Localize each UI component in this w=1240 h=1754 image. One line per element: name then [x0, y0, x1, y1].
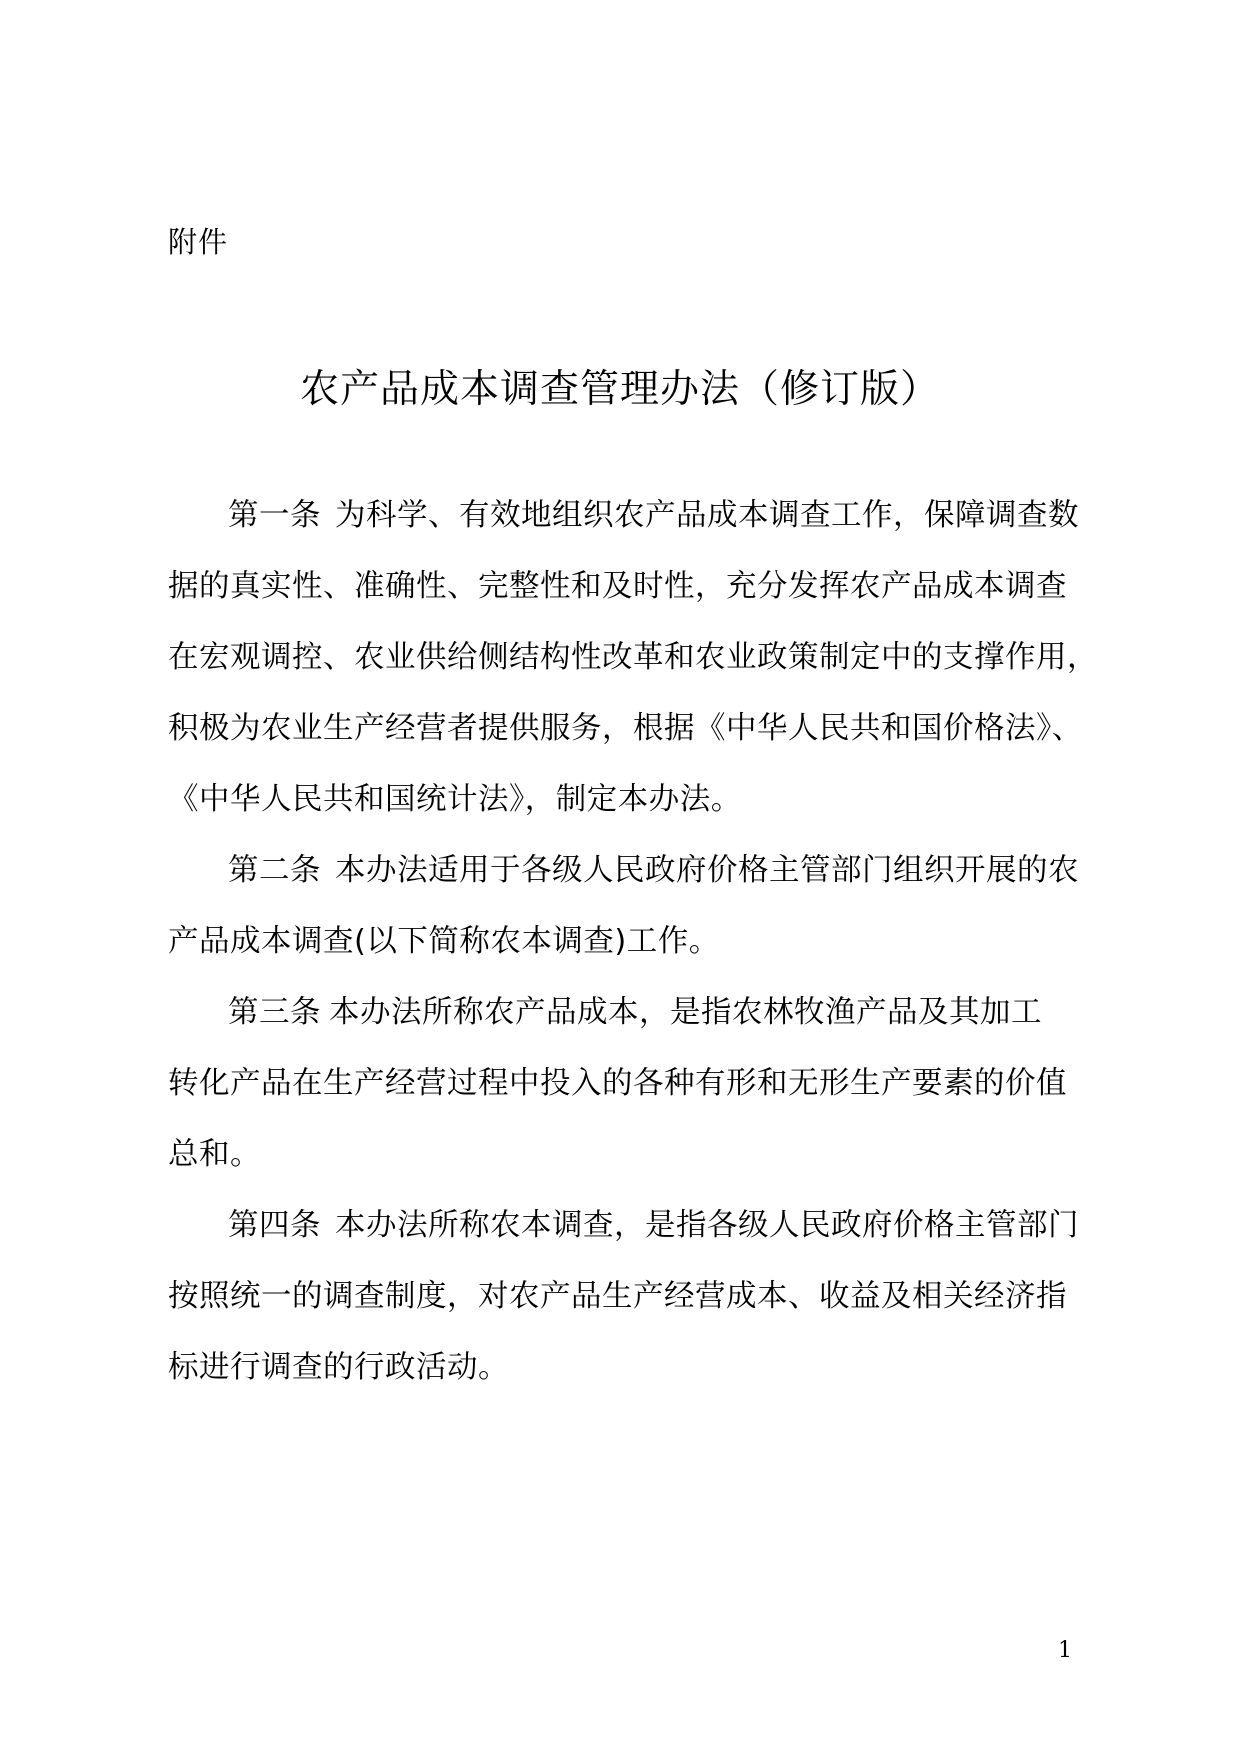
- article-2: [168, 835, 1098, 977]
- article-line: 产品成本调查(以下简称农本调查)工作。: [168, 924, 720, 959]
- article-heading: 第二条: [228, 853, 321, 888]
- article-heading: 第一条: [228, 498, 321, 533]
- article-4: [168, 1190, 1098, 1403]
- document-title: 农产品成本调查管理办法（修订版）: [299, 367, 940, 412]
- article-line: 标进行调查的行政活动。: [168, 1350, 509, 1385]
- article-line: 《中华人民共和国统计法》，制定本办法。: [168, 782, 742, 817]
- article-line: [168, 977, 1098, 1048]
- article-line: 积极为农业生产经营者提供服务，根据《中华人民共和国价格法》、: [168, 711, 1083, 746]
- attachment-label: 附件: [168, 225, 229, 259]
- article-3: [168, 977, 1098, 1190]
- article-text: 为科学、有效地组织农产品成本调查工作，保障调查数: [335, 498, 1079, 533]
- article-line: 总和。: [168, 1137, 261, 1172]
- article-heading: 第四条: [228, 1208, 321, 1243]
- article-heading: 第三条: [228, 995, 321, 1030]
- article-text: 本办法所称农本调查，是指各级人民政府价格主管部门: [335, 1208, 1079, 1243]
- article-line: 据的真实性、准确性、完整性和及时性，充分发挥农产品成本调查: [168, 569, 1067, 604]
- article-1: [168, 480, 1098, 835]
- article-text: 本办法所称农产品成本，是指农林牧渔产品及其加工: [329, 995, 1042, 1030]
- article-line: 在宏观调控、农业供给侧结构性改革和农业政策制定中的支撑作用，: [168, 640, 1098, 675]
- article-line: 转化产品在生产经营过程中投入的各种有形和无形生产要素的价值: [168, 1066, 1067, 1101]
- article-line: [168, 1190, 1098, 1261]
- article-line: [168, 480, 1098, 551]
- article-line: [168, 835, 1098, 906]
- page-number: 1: [1058, 1638, 1072, 1663]
- document-body: [168, 480, 1098, 1403]
- article-text: 本办法适用于各级人民政府价格主管部门组织开展的农: [335, 853, 1079, 888]
- article-line: 按照统一的调查制度，对农产品生产经营成本、收益及相关经济指: [168, 1279, 1067, 1314]
